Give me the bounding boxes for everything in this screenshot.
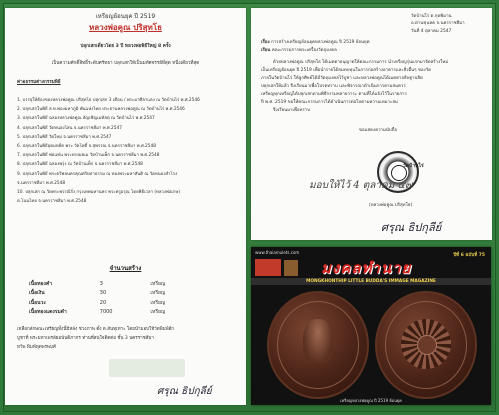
to-text: คณะกรรมการพระเครื่องวัตถุมงคล [271,48,337,53]
stamp-label: วัดบ้านไร่ [403,163,424,169]
left-subtitle: ปลุกเสกเดี่ยวโดย 3 ปี หลวงพ่อพิธีใหญ่ 8 ครั้ง [80,44,171,49]
list-item: 4. ปลุกเสกในพิธี วัดหนองโสน จ.นครราชสีมา พ.ศ.2547 [17,125,122,131]
address-line-2: อ.ด่านขุนทด จ.นครราชสีมา [411,21,465,26]
list-item: 5. ปลุกเสกในพิธี วัดใหม่ จ.นครราชสีมา พ.ศ.2547 [17,134,112,140]
left-document-page [5,8,246,405]
material-cell: เนื้อทองแดงรมดำ [29,309,67,316]
list-item: 7. ปลุกเสกในพิธี พ่อแท่น พระทรงผลเม วัดบ้านเพ็ก จ.นครราชสีมา พ.ศ.2548 [17,153,160,159]
ceremony-list [17,96,239,206]
to-label: เรียน [261,48,271,53]
list-item: 6. ปลุกเสกในพิธีอุดมหลีต พระ วัดโพธิ์ จ.สุพรรณ จ.นครราชสีมา พ.ศ.2548 [17,143,156,149]
table-row [29,279,211,289]
table-row [29,308,211,318]
left-top-line: เหรียญย้อนยุค ปี 2519 [95,13,156,20]
magazine-thumb-1 [255,259,281,276]
monk-name: (หลวงพ่อคูณ ปริสุทโธ) [369,203,413,208]
yantra-center [417,335,437,355]
magazine-thumb-2 [284,260,298,276]
list-item: จ.นครราชสีมา พ.ศ.2548 [17,180,66,186]
coin-front-image [267,291,369,399]
subject-text: การสร้างเหรียญย้อนยุคหลวงพ่อคูณ ปี 2519 ย้อนยุค [271,40,370,45]
subject-label: เรื่อง [261,40,270,45]
list-item: 10. ปลุกเสก ณ วัดพระพรรณีรั่ง กรุงเทพมหานคร พระครูอรุณ โดยพิธีเวลา (หลวงพ่อเกษ) [17,189,181,195]
body-line: ปี พ.ศ. 2519 ขอให้คณะกรรมการได้ดำเนินการต่อไปตามความเหมาะสม [261,100,398,105]
footer-line: บูชาที่ พระมหาเพรลัยอนันติภากร ท่านที่สนใจติดต่อ ชั้น 3 นครราชสีมา [17,336,154,341]
list-item: 1. บรรจุให้ต้องของหลวงพ่อคูณ ปริสุทโธ ปลุกเสก 3 เดือน / พระมาศิลาแลง ณ วัดบ้านไร่ พ.ศ.2546 [17,98,200,103]
table-row [29,298,211,308]
material-cell: เนื้อนวะ [29,299,47,306]
magazine-banner: MONGKHONTHIP LITTLE BUDDA'S IMMAGE MAGAZINE [251,278,491,285]
qty-cell: 3 [99,280,103,287]
right-signature: ศรุณ ธิปกุลีย์ [381,221,442,234]
monk-figure [303,319,333,363]
unit-cell: เหรียญ [150,299,166,306]
body-line: ปลุกเสกให้แล้ว จึงเรียนมาเพื่อโปรดทราบ และพิจารณาดำเนินการตามสมควร [261,84,406,89]
date-line: วันที่ 4 ตุลาคม 2547 [411,29,452,34]
list-item: 8. ปลุกเสกในพิธี ฉลองพรุ่ง ณ วัดบ้านเพ็ก จ.นครราชสีมา พ.ศ.2548 [17,162,143,168]
list-item: 2. ปลุกเสกในพิธี ส.ห.พองมหาภูมิ พันแห่งไทย ประธานหลวงพ่อคูณ ณ วัดบ้านไร่ พ.ศ.2546 [17,107,185,113]
coin-back-image [375,291,477,399]
unit-cell: เหรียญ [150,290,166,297]
material-cell: เนื้อทองคำ [29,280,53,287]
body-line: จึงเรียนมาเพื่อทราบ [273,108,311,113]
body-line: เหรียญทุกเหรียญได้ปลุกเสกตามพิธีกรรมหลายวาระ ตามที่ได้แจ้งไว้ในรายการ [261,92,407,97]
quantity-table [29,279,211,317]
quantity-table-title: จำนวนสร้าง [109,265,142,272]
magazine-logo: มงคลทำนาย [321,259,412,277]
footer-line: หวีพ พิมพ์หุดพรพมศ์ [17,345,56,350]
address-line-1: วัดบ้านไร่ ต.กุดพิมาน [411,14,452,19]
body-line: เป็นเหรียญย้อนยุค ปี 2519 เพื่อนำรายได้สมทบทุนในการก่อสร้างอาคารและสิ่งอื่นๆ ของวัด [261,68,431,73]
left-section-heading: ค่าอธรรมต่างกรรมพิธี [17,80,61,85]
list-item: 9. ปลุกเสกในพิธี พระตรีพลนครคุณศรัทธาธรรม ณ ทองพระมหาสันติ ณ วัดหนองสำโรง [17,171,178,177]
highlight-block [109,359,185,377]
list-item: ต.โนนไทย จ.นครราชสีมา พ.ศ.2548 [17,199,87,205]
qty-cell: 20 [99,299,107,306]
body-line: ด้วยหลวงพ่อคูณ ปริสุทโธ ได้เมตตาอนุญาตให้คณะกรรมการ นำเหรียญรุ่นแรกมาจัดสร้างใหม่ [273,60,449,65]
footer-line: เหลือกลักษณะเหรียญทั้งนี้มีหลัง ช่วงภาพ ตั้ง ต.สันทุเทาะ โดยนำมอบให้วัดพิมพ์อีก [17,327,174,332]
right-document-page [251,8,492,240]
magazine-cover [251,247,491,405]
magazine-url: www.thaiamulets.com [255,250,300,255]
magazine-footer: เหรียญหลวงพ่อคูณ ปี 2519 ย้อนยุค [340,398,402,403]
left-title: หลวงพ่อคูณ ปริสุทโธ [89,23,162,32]
unit-cell: เหรียญ [150,280,166,287]
qty-cell: 7000 [99,309,113,316]
list-item: 3. ปลุกเสกในพิธี ฉลองหลวงพ่อคูณ อัญเชิญเมทัลตุ ณ วัดบ้านไร่ พ.ศ.2547 [17,116,155,122]
handwritten-note: มอบให้ไว้ 4 ตุลาคม ๔๗ [309,180,413,191]
qty-cell: 30 [99,290,107,297]
material-cell: เนื้อเงิน [29,290,45,297]
left-description: เป็นความศักดิ์สิทธิ์ระดับศรัทธา ปลุกเสกให้เป็นมหัศจรรย์ที่สุด หนึ่งเดียวที่สุด [51,61,200,66]
unit-cell: เหรียญ [150,309,166,316]
closing-text: ขอแสดงความนับถือ [359,128,397,133]
magazine-issue: ปีที่ 6 ฉบับที่ 75 [453,253,485,258]
left-signature: ศรุณ ธิปกุลีย์ [157,386,212,397]
body-line: ภายในวัดบ้านไร่ ให้ลูกศิษย์ได้มีวัตถุมงคลไว้บูชา และหลวงพ่อคูณได้เมตตาอธิษฐานจิต [261,76,423,81]
table-row [29,289,211,299]
